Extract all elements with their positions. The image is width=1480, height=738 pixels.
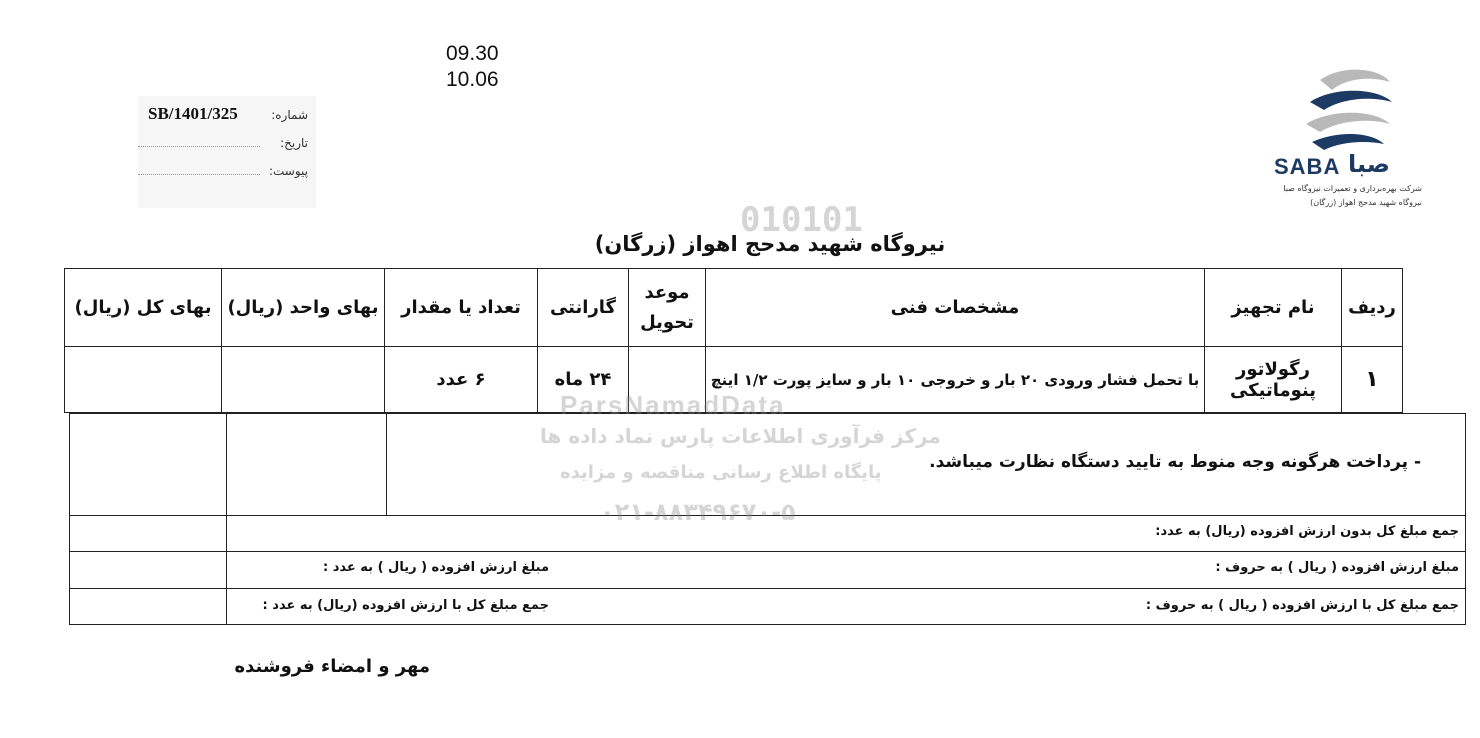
saba-logo-persian: صبا <box>1348 150 1390 178</box>
items-table <box>64 268 1403 413</box>
header-delivery-line1: موعد <box>644 281 690 303</box>
cell-warranty: ۲۴ ماه <box>538 347 629 413</box>
cell-specs: با تحمل فشار ورودی ۲۰ بار و خروجی ۱۰ بار و سایز پورت ۱/۲ اینچ <box>706 347 1205 413</box>
divider-row-3 <box>70 588 1465 589</box>
cell-equipment-name: رگولاتور پنوماتیکی <box>1205 347 1342 413</box>
header-row-no: ردیف <box>1342 269 1403 347</box>
letter-number-row <box>138 104 308 126</box>
table-header-row <box>65 269 1403 347</box>
logo-company-line: شرکت بهره‌برداری و تعمیرات نیروگاه صبا <box>1283 184 1422 193</box>
watermark-line1: مرکز فرآوری اطلاعات پارس نماد داده ها <box>540 424 941 448</box>
payment-note: - پرداخت هرگونه وجه منوط به تایید دستگاه نظارت میباشد. <box>929 452 1421 472</box>
logo-plant-line: نیروگاه شهید مدحج اهواز (زرگان) <box>1310 198 1422 207</box>
watermark-line2: پایگاه اطلاع رسانی مناقصه و مزایده <box>560 462 882 483</box>
sum-without-vat-digits: جمع مبلغ کل بدون ارزش افزوده (ریال) به عدد: <box>1155 524 1459 539</box>
divider-unit-column <box>386 414 387 516</box>
handwritten-note-1: 09.30 <box>446 42 499 65</box>
header-warranty: گارانتی <box>538 269 629 347</box>
document-title: نیروگاه شهید مدحج اهواز (زرگان) <box>594 232 946 256</box>
letter-date-label: تاریخ: <box>280 136 308 150</box>
handwritten-note-2: 10.06 <box>446 68 499 91</box>
header-equipment-name: نام تجهیز <box>1205 269 1342 347</box>
letter-header <box>138 96 316 208</box>
header-total-price: بهای کل (ریال) <box>65 269 222 347</box>
header-quantity: تعداد یا مقدار <box>385 269 538 347</box>
watermark-digits: 010101 <box>740 200 863 240</box>
letter-attachment-dots <box>138 174 260 175</box>
saba-logo-mark-icon <box>1262 62 1422 154</box>
letter-date-row <box>138 132 308 154</box>
cell-unit-price <box>222 347 385 413</box>
header-delivery <box>629 269 706 347</box>
vat-words: مبلغ ارزش افزوده ( ریال ) به حروف : <box>1215 560 1459 575</box>
divider-row-2 <box>70 551 1465 552</box>
totals-block <box>69 413 1466 625</box>
total-with-vat-digits: جمع مبلغ کل با ارزش افزوده (ریال) به عدد : <box>262 598 549 613</box>
divider-total-column <box>226 414 227 516</box>
letter-number-value: SB/1401/325 <box>148 104 238 123</box>
cell-delivery <box>629 347 706 413</box>
letter-date-dots <box>138 146 260 147</box>
watermark-phone: ۰۲۱-۸۸۳۴۹۶۷۰-۵ <box>600 498 796 526</box>
seller-signature-label: مهر و امضاء فروشنده <box>234 656 430 677</box>
divider-left-summary <box>226 516 227 624</box>
saba-logo-latin: SABA <box>1274 154 1341 179</box>
vat-digits: مبلغ ارزش افزوده ( ریال ) به عدد : <box>322 560 549 575</box>
cell-row-no: ۱ <box>1342 347 1403 413</box>
divider-row-1 <box>70 515 1465 516</box>
header-delivery-line2: تحویل <box>640 311 694 333</box>
header-unit-price: بهای واحد (ریال) <box>222 269 385 347</box>
watermark-brand: ParsNamadData <box>560 390 786 420</box>
cell-quantity: ۶ عدد <box>385 347 538 413</box>
header-specs: مشخصات فنی <box>706 269 1205 347</box>
saba-logo <box>1262 62 1422 217</box>
letter-attachment-label: پیوست: <box>268 164 308 178</box>
cell-total-price <box>65 347 222 413</box>
letter-number-label: شماره: <box>271 108 308 122</box>
total-with-vat-words: جمع مبلغ کل با ارزش افزوده ( ریال ) به حروف : <box>1145 598 1459 613</box>
letter-attachment-row <box>138 160 308 182</box>
table-row <box>65 347 1403 413</box>
